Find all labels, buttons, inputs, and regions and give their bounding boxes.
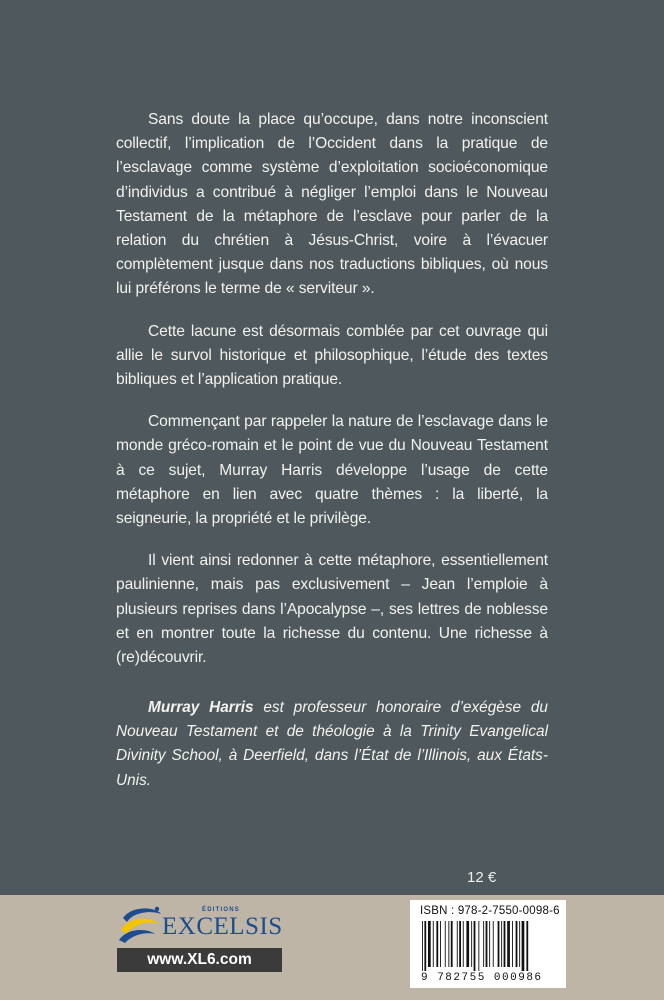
author-bio [116,696,548,793]
barcode-bar [522,921,525,971]
barcode-bar [507,921,510,967]
barcode-bar [504,921,506,967]
blurb-text [116,108,548,688]
barcode-bar [433,921,434,967]
blurb-paragraph-3: Commençant par rappeler la nature de l’esclavage dans le monde gréco-romain et le point de vue du Nouveau Testament à ce sujet, Murray Harris développe l’usage de cette métaphore en lien avec quatre thèmes : la liberté, la seigneurie, la propriété et le privilège. [116,413,548,528]
author-bio-text: est professeur honoraire d’exégèse du Nouveau Testament et de théologie à la Trinity Evangelical Divinity School, à Deerfield, dans l’État de l’Illinois, aux États-Unis. [116,699,548,789]
barcode-bar [486,921,488,967]
barcode-bar [451,921,453,967]
barcode-bar [498,921,500,967]
publisher-name: EXCELSIS [162,913,283,940]
price-label: 12 € [467,869,497,886]
barcode-bar [459,921,461,967]
barcode-bar [448,921,449,967]
barcode-bar [478,921,479,971]
barcode-bar [483,921,484,967]
barcode-bar [501,921,502,967]
blurb-paragraph-2: Cette lacune est désormais comblée par cet ouvrage qui allie le survol historique et philosophique, l’étude des textes bibliques et l’application pratique. [116,322,548,389]
barcode-bar [463,921,464,967]
barcode-bar [519,921,520,967]
editions-label: ÉDITIONS [202,907,240,913]
barcode-bar [489,921,490,967]
barcode-digits: 9 782755 000986 [421,972,543,984]
barcode-bar [436,921,438,967]
barcode-bar [457,921,458,967]
barcode-bar [424,921,426,971]
barcode-bar [466,921,469,967]
barcode-bar [445,921,446,967]
barcode-bar [440,921,441,967]
barcode-bar [474,921,476,971]
blurb-paragraph-4: Il vient ainsi redonner à cette métaphore, essentiellement paulinienne, mais pas exclusivement – Jean l’emploie à plusieurs reprises dans l’Apocalypse –, ses lettres de noblesse et en montrer toute la richesse du contenu. Une richesse à (re)découvrir. [116,552,548,667]
barcode-bar [422,921,423,971]
blurb-paragraph-1: Sans doute la place qu’occupe, dans notre inconscient collectif, l’implication de l’Occident dans la pratique de l’esclavage comme système d’exploitation socioéconomique d’individus a contribué à négliger l’emploi dans le Nouveau Testament de la métaphore de l’esclave pour parler de la relation du chrétien à Jésus-Christ, voire à l’évacuer complètement jusque dans nos traductions bibliques, où nous lui préférons le terme de « serviteur ». [116,111,548,298]
barcode-bar [493,921,494,967]
author-name: Murray Harris [148,699,254,716]
barcode-bar [471,921,472,967]
barcode-bar [512,921,513,967]
barcode-bar [516,921,518,967]
barcode-icon [420,921,566,971]
barcode-bar [526,921,528,971]
isbn-label: ISBN : 978-2-7550-0098-6 [420,905,560,917]
publisher-website-link[interactable]: www.XL6.com [117,948,282,972]
barcode-bar [428,921,431,967]
